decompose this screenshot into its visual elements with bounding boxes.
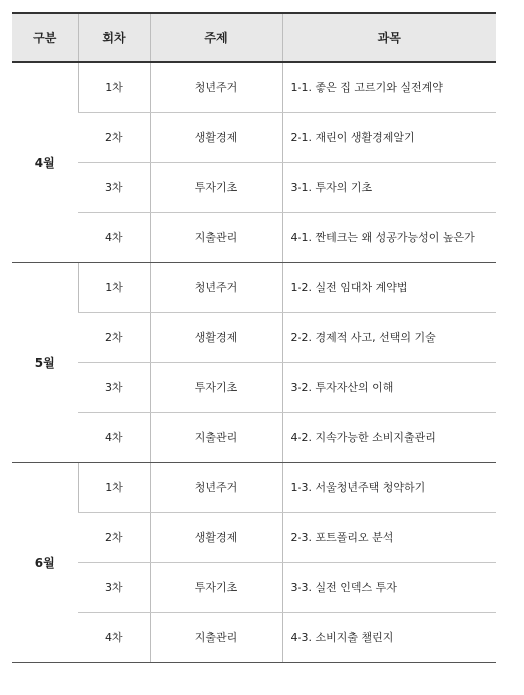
session-cell: 3차	[78, 562, 150, 612]
table-row	[12, 312, 496, 362]
session-cell: 2차	[78, 512, 150, 562]
theme-cell: 생활경제	[150, 112, 282, 162]
session-cell: 2차	[78, 112, 150, 162]
session-cell: 3차	[78, 162, 150, 212]
session-cell: 4차	[78, 612, 150, 662]
subject-cell: 1-3. 서울청년주택 청약하기	[282, 462, 496, 512]
schedule-table	[12, 12, 496, 663]
table-row	[12, 62, 496, 112]
subject-cell: 1-2. 실전 임대차 계약법	[282, 262, 496, 312]
subject-cell: 4-3. 소비지출 챌린지	[282, 612, 496, 662]
theme-cell: 청년주거	[150, 462, 282, 512]
subject-cell: 3-3. 실전 인덱스 투자	[282, 562, 496, 612]
subject-cell: 3-1. 투자의 기초	[282, 162, 496, 212]
session-cell: 2차	[78, 312, 150, 362]
table-row	[12, 512, 496, 562]
table-header	[12, 13, 496, 62]
theme-cell: 청년주거	[150, 262, 282, 312]
theme-cell: 지출관리	[150, 412, 282, 462]
theme-cell: 청년주거	[150, 62, 282, 112]
table-row	[12, 462, 496, 512]
session-cell: 1차	[78, 262, 150, 312]
month-cell: 6월	[12, 462, 78, 662]
table-row	[12, 112, 496, 162]
table-body	[12, 62, 496, 662]
header-row	[12, 13, 496, 62]
table-row	[12, 362, 496, 412]
theme-cell: 지출관리	[150, 612, 282, 662]
table-row	[12, 262, 496, 312]
subject-cell: 1-1. 좋은 집 고르기와 실전계약	[282, 62, 496, 112]
subject-cell: 2-3. 포트폴리오 분석	[282, 512, 496, 562]
session-cell: 1차	[78, 62, 150, 112]
header-subject: 과목	[282, 13, 496, 62]
table-row	[12, 612, 496, 662]
session-cell: 4차	[78, 412, 150, 462]
month-cell: 4월	[12, 62, 78, 262]
theme-cell: 생활경제	[150, 312, 282, 362]
table-row	[12, 212, 496, 262]
theme-cell: 지출관리	[150, 212, 282, 262]
session-cell: 3차	[78, 362, 150, 412]
subject-cell: 4-1. 짠테크는 왜 성공가능성이 높은가	[282, 212, 496, 262]
header-division: 구분	[12, 13, 78, 62]
table-row	[12, 412, 496, 462]
theme-cell: 투자기초	[150, 162, 282, 212]
theme-cell: 생활경제	[150, 512, 282, 562]
theme-cell: 투자기초	[150, 562, 282, 612]
session-cell: 1차	[78, 462, 150, 512]
theme-cell: 투자기초	[150, 362, 282, 412]
table-row	[12, 562, 496, 612]
subject-cell: 2-2. 경제적 사고, 선택의 기술	[282, 312, 496, 362]
table-row	[12, 162, 496, 212]
header-theme: 주제	[150, 13, 282, 62]
month-cell: 5월	[12, 262, 78, 462]
subject-cell: 4-2. 지속가능한 소비지출관리	[282, 412, 496, 462]
session-cell: 4차	[78, 212, 150, 262]
header-session: 회차	[78, 13, 150, 62]
subject-cell: 2-1. 재린이 생활경제알기	[282, 112, 496, 162]
subject-cell: 3-2. 투자자산의 이해	[282, 362, 496, 412]
